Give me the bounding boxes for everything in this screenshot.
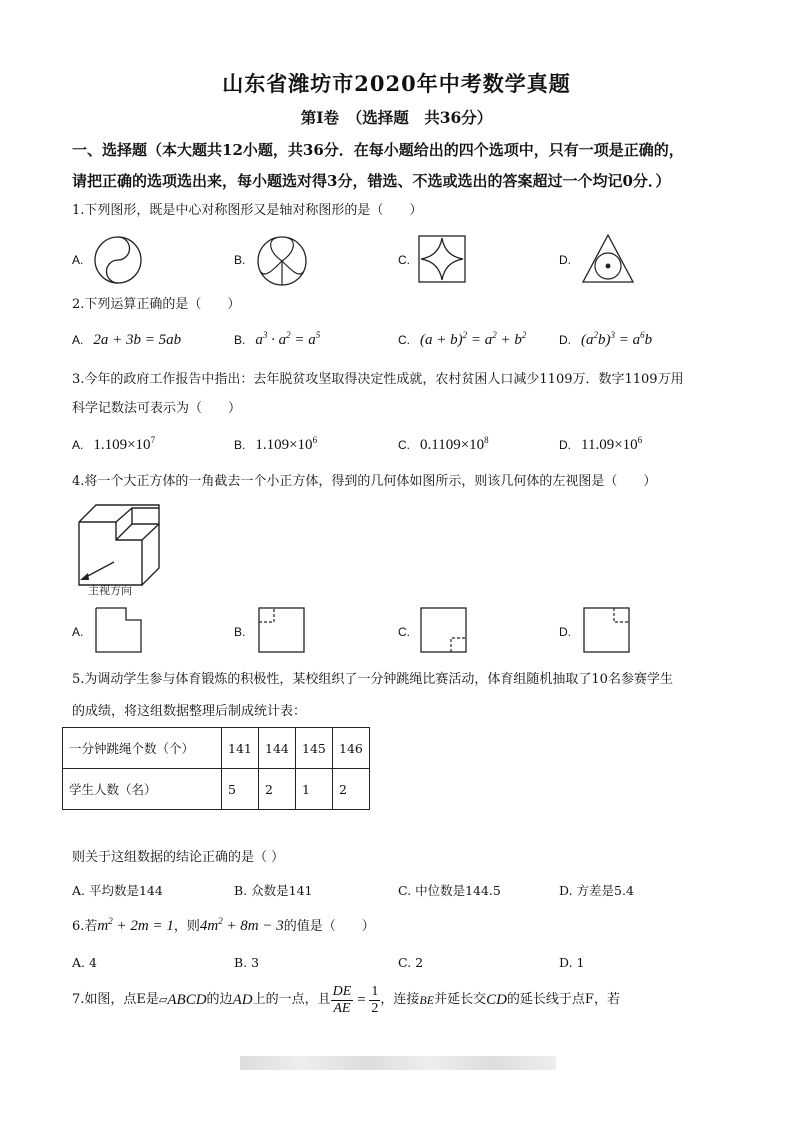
question-4-stem: 4.将一个大正方体的一角截去一个小正方体，得到的几何体如图所示，则该几何体的左视图是（ ） <box>72 474 657 489</box>
cut-cube-figure <box>74 500 164 598</box>
table-cell: 146 <box>333 728 370 769</box>
question-2-stem: 2.下列运算正确的是（ ） <box>72 297 241 312</box>
q4-option-b-label: B. <box>234 625 246 639</box>
q2-option-c-label: C. <box>398 333 410 347</box>
q5-option-a: A. 平均数是144 <box>72 883 163 898</box>
table-cell: 2 <box>333 769 370 810</box>
question-5-stem <box>72 670 732 722</box>
q3-option-b-expr: $1.109\times 10^6$ <box>255 435 318 453</box>
question-7-stem <box>72 980 732 1020</box>
left-view-b-figure <box>257 606 307 654</box>
q1-option-d-label: D. <box>559 253 571 267</box>
question-2-options <box>72 328 732 354</box>
q7-text-1: 的边 <box>206 992 233 1007</box>
q7-text-5: 的延长线于点F，若 <box>506 992 620 1007</box>
q3-option-d-expr: $11.09\times 10^6$ <box>581 435 643 453</box>
q1-option-b-label: B. <box>234 253 246 267</box>
page-title: 山东省潍坊市2020年中考数学真题 <box>222 71 571 96</box>
q7-cd: CD <box>486 992 507 1008</box>
circle-three-arcs-figure <box>255 234 309 288</box>
q4-option-c-label: C. <box>398 625 410 639</box>
q2-option-a-label: A. <box>72 333 84 347</box>
q2-option-d-expr: $(a^2b)^3 = a^6b$ <box>581 330 653 348</box>
table-cell: 141 <box>222 728 259 769</box>
triangle-incircle-figure <box>580 232 636 286</box>
table-cell: 1 <box>296 769 333 810</box>
q6-option-d: D. 1 <box>559 955 585 970</box>
table-row <box>63 769 370 810</box>
yin-yang-figure <box>92 234 144 286</box>
q3-stem-line-2: 科学记数法可表示为（ ） <box>72 401 242 416</box>
q6-option-a: A. 4 <box>72 955 97 970</box>
q6-prefix: 6.若 <box>72 919 98 934</box>
q4-option-d-label: D. <box>559 625 571 639</box>
square-star-figure <box>417 234 467 284</box>
table-row <box>63 728 370 769</box>
question-1-options <box>72 232 732 288</box>
table-cell: 144 <box>259 728 296 769</box>
q3-stem-line-1: 3.今年的政府工作报告中指出：去年脱贫攻坚取得决定性成就，农村贫困人口减少1109万．数字1109万用 <box>72 372 684 387</box>
parallelogram-symbol: ▱ <box>158 993 168 1006</box>
section-line-2: 请把正确的选项选出来，每小题选对得3分，错选、不选或选出的答案超过一个均记0分．） <box>72 172 671 190</box>
q6-mid: ，则 <box>173 919 200 934</box>
q5-stem-line-2: 的成绩，将这组数据整理后制成统计表： <box>72 704 307 719</box>
q3-option-b-label: B. <box>234 438 246 452</box>
question-5-options <box>72 879 732 903</box>
q5-option-c: C. 中位数是144.5 <box>398 883 501 898</box>
section-heading <box>72 135 732 197</box>
left-view-c-figure <box>419 606 469 654</box>
q7-fraction-de-ae: $\frac{DE}{AE}$ <box>332 983 352 1016</box>
q1-option-c-label: C. <box>398 253 410 267</box>
table-cell: 5 <box>222 769 259 810</box>
blurred-footer-watermark <box>240 1056 556 1070</box>
question-6-stem <box>72 916 732 937</box>
q4-option-a-label: A. <box>72 625 84 639</box>
q3-option-c-expr: $0.1109\times 10^8$ <box>420 435 489 453</box>
q7-text-2: 上的一点，且 <box>252 992 331 1007</box>
q7-abcd: ABCD <box>167 992 207 1008</box>
q6-expression: $4m^2 + 8m - 3$ <box>199 916 284 934</box>
question-4-options <box>72 604 732 656</box>
q7-text-3: ，连接 <box>380 992 420 1007</box>
table-row-header: 学生人数（名） <box>63 769 222 810</box>
q5-option-b: B. 众数是141 <box>234 883 313 898</box>
q7-equals: = <box>356 992 367 1008</box>
jump-rope-stats-table <box>62 727 370 810</box>
q6-suffix: 的值是（ ） <box>283 919 375 934</box>
q7-text-4: 并延长交 <box>434 992 487 1007</box>
section-line-1: 一、选择题（本大题共12小题，共36分．在每小题给出的四个选项中，只有一项是正确的， <box>72 141 684 159</box>
page-subtitle: 第Ⅰ卷 （选择题 共36分） <box>300 108 493 127</box>
q7-be: BE <box>419 993 435 1007</box>
q5-option-d: D. 方差是5.4 <box>559 883 634 898</box>
q2-option-c-expr: $(a + b)^2 = a^2 + b^2$ <box>420 330 527 348</box>
table-cell: 2 <box>259 769 296 810</box>
q5-stem-line-1: 5.为调动学生参与体育锻炼的积极性，某校组织了一分钟跳绳比赛活动，体育组随机抽取了10名参赛学生 <box>72 672 673 687</box>
question-5-prompt: 则关于这组数据的结论正确的是（ ） <box>72 850 285 865</box>
left-view-a-figure <box>94 606 144 654</box>
q7-prefix: 7.如图，点E是 <box>72 992 159 1007</box>
q2-option-b-label: B. <box>234 333 246 347</box>
question-6-options <box>72 951 732 975</box>
question-3-options <box>72 433 732 459</box>
left-view-d-figure <box>582 606 632 654</box>
q3-option-a-expr: $1.109\times 10^7$ <box>93 435 156 453</box>
question-1-stem: 1.下列图形，既是中心对称图形又是轴对称图形的是（ ） <box>72 203 423 218</box>
q7-ad: AD <box>232 992 253 1008</box>
q2-option-d-label: D. <box>559 333 571 347</box>
q3-option-a-label: A. <box>72 438 84 452</box>
q3-option-c-label: C. <box>398 438 410 452</box>
q1-option-a-label: A. <box>72 253 84 267</box>
q2-option-b-expr: $a^3 \cdot a^2 = a^5$ <box>255 330 321 348</box>
q3-option-d-label: D. <box>559 438 571 452</box>
q6-option-c: C. 2 <box>398 955 424 970</box>
question-3-stem <box>72 370 732 419</box>
table-cell: 145 <box>296 728 333 769</box>
q7-fraction-half: $\frac{1}{2}$ <box>371 983 379 1016</box>
q6-condition: $m^2 + 2m = 1$ <box>97 916 174 934</box>
q6-option-b: B. 3 <box>234 955 260 970</box>
view-direction-caption: 主视方向 <box>88 584 132 597</box>
q2-option-a-expr: 2a + 3b = 5ab <box>93 332 182 348</box>
table-row-header: 一分钟跳绳个数（个） <box>63 728 222 769</box>
